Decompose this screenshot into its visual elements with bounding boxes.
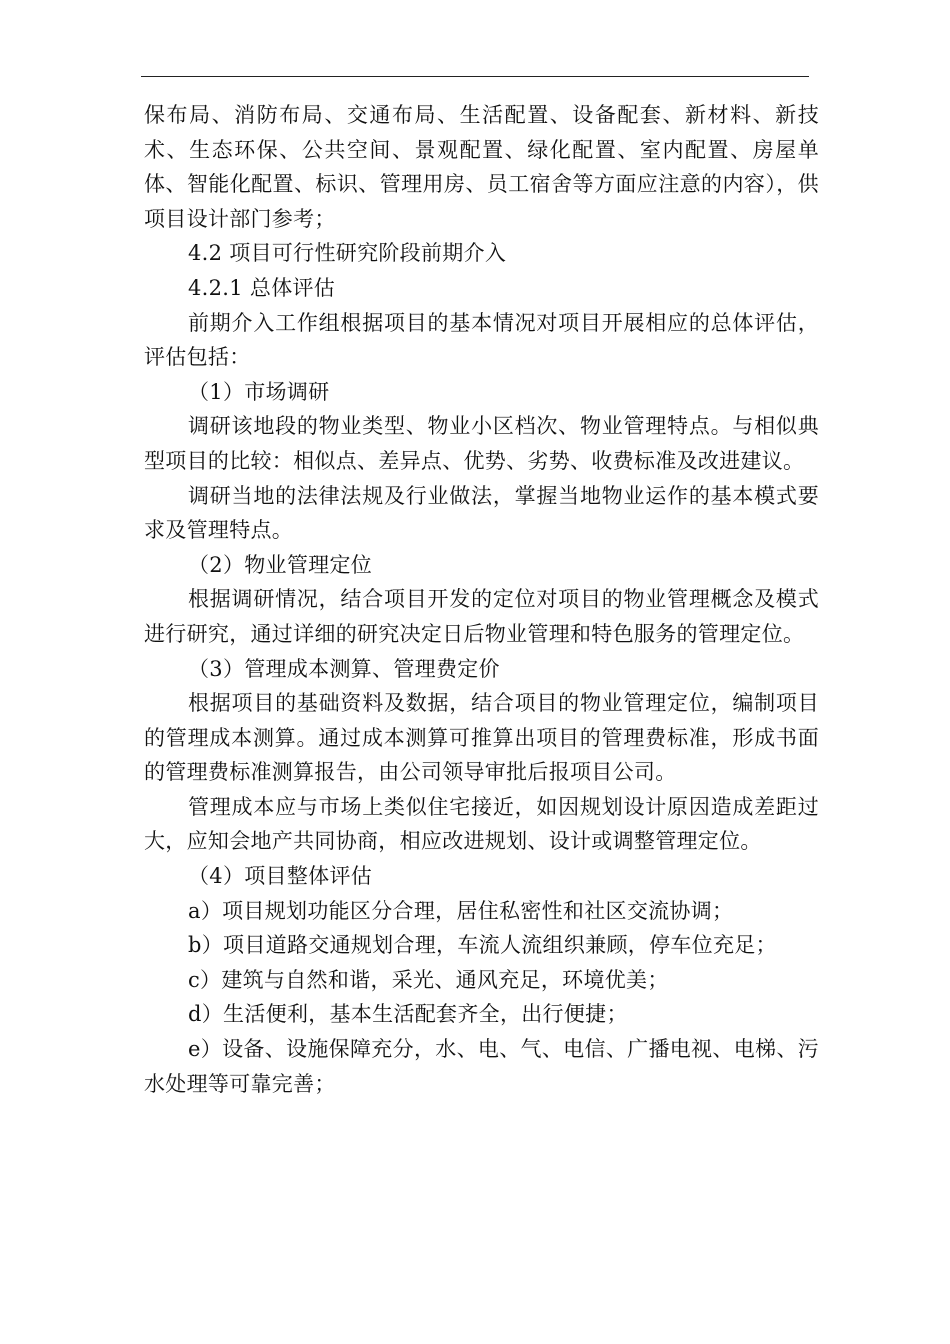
paragraph-market-research-2: 调研当地的法律法规及行业做法，掌握当地物业运作的基本模式要求及管理特点。 xyxy=(144,483,819,543)
list-item-e: e）设备、设施保障充分，水、电、气、电信、广播电视、电梯、污水处理等可靠完善； xyxy=(144,1037,819,1096)
list-item-a: a）项目规划功能区分合理，居住私密性和社区交流协调； xyxy=(188,898,734,923)
subheading-positioning: （2）物业管理定位 xyxy=(188,552,373,577)
subheading-cost-pricing: （3）管理成本测算、管理费定价 xyxy=(188,656,500,681)
header-rule xyxy=(141,76,809,77)
paragraph-positioning: 根据调研情况，结合项目开发的定位对项目的物业管理概念及模式进行研究，通过详细的研究决定日后物业管理和特色服务的管理定位。 xyxy=(144,587,819,646)
paragraph-evaluation-intro: 前期介入工作组根据项目的基本情况对项目开展相应的总体评估，评估包括： xyxy=(144,310,819,370)
paragraph-market-research-1: 调研该地段的物业类型、物业小区档次、物业管理特点。与相似典型项目的比较：相似点、差异点、优势、劣势、收费标准及改进建议。 xyxy=(144,414,819,473)
subheading-market-research: （1）市场调研 xyxy=(188,379,330,404)
list-item-d: d）生活便利，基本生活配套齐全，出行便捷； xyxy=(188,1002,628,1027)
subheading-overall-evaluation: （4）项目整体评估 xyxy=(188,864,373,889)
section-heading-4-2: 4.2 项目可行性研究阶段前期介入 xyxy=(188,241,507,266)
document-body xyxy=(144,98,819,1101)
paragraph-cost-1: 根据项目的基础资料及数据，结合项目的物业管理定位，编制项目的管理成本测算。通过成本测算可推算出项目的管理费标准，形成书面的管理费标准测算报告，由公司领导审批后报项目公司。 xyxy=(144,691,819,785)
section-heading-4-2-1: 4.2.1 总体评估 xyxy=(188,275,336,300)
list-item-b: b）项目道路交通规划合理，车流人流组织兼顾，停车位充足； xyxy=(188,933,777,958)
list-item-c: c）建筑与自然和谐，采光、通风充足，环境优美； xyxy=(188,967,669,992)
paragraph-continuation: 保布局、消防布局、交通布局、生活配置、设备配套、新材料、新技术、生态环保、公共空间、景观配置、绿化配置、室内配置、房屋单体、智能化配置、标识、管理用房、员工宿舍等方面应注意的内容），供项目设计部门参考； xyxy=(144,103,819,231)
paragraph-cost-2: 管理成本应与市场上类似住宅接近，如因规划设计原因造成差距过大，应知会地产共同协商，相应改进规划、设计或调整管理定位。 xyxy=(144,794,819,854)
